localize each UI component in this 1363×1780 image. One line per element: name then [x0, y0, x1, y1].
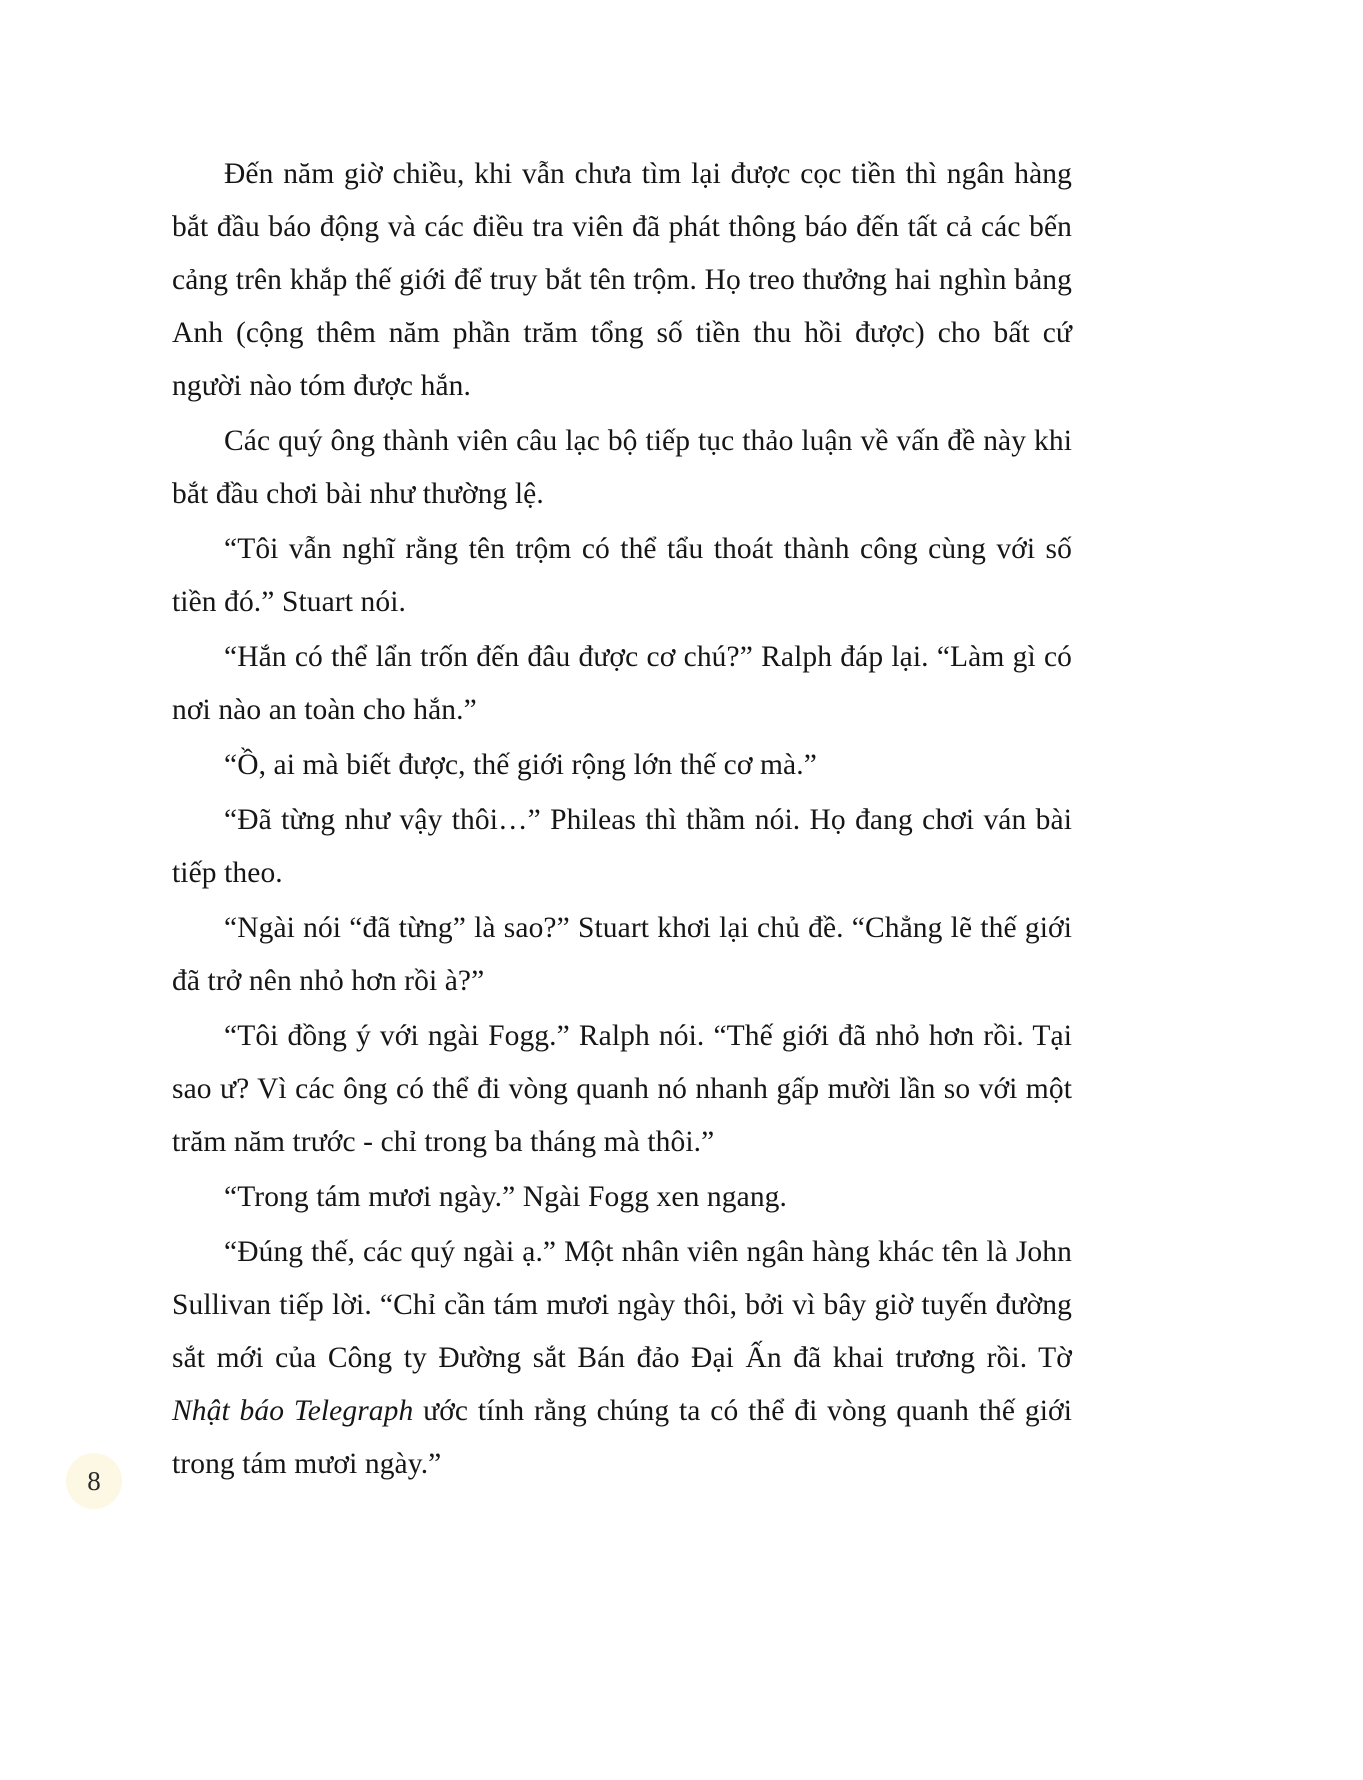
paragraph: Đến năm giờ chiều, khi vẫn chưa tìm lại được cọc tiền thì ngân hàng bắt đầu báo động và các điều tra viên đã phát thông báo đến tất cả các bến cảng trên khắp thế giới để truy bắt tên trộm. Họ treo thưởng hai nghìn bảng Anh (cộng thêm năm phần trăm tổng số tiền thu hồi được) cho bất cứ người nào tóm được hắn.: [172, 158, 1072, 402]
paragraph: “Ồ, ai mà biết được, thế giới rộng lớn thế cơ mà.”: [224, 749, 817, 781]
paragraph: “Tôi đồng ý với ngài Fogg.” Ralph nói. “Thế giới đã nhỏ hơn rồi. Tại sao ư? Vì các ông có thể đi vòng quanh nó nhanh gấp mười lần so với một trăm năm trước - chỉ trong ba tháng mà thôi.”: [172, 1020, 1072, 1158]
paragraph-text-after: ước tính rằng chúng ta có thể đi vòng quanh thế giới trong tám mươi ngày.”: [172, 1395, 1072, 1480]
page-number-badge: [66, 1453, 122, 1509]
paragraph-text-before: “Đúng thế, các quý ngài ạ.” Một nhân viên ngân hàng khác tên là John Sullivan tiếp lời. “Chỉ cần tám mươi ngày thôi, bởi vì bây giờ tuyến đường sắt mới của Công ty Đường sắt Bán đảo Đại Ấn đã khai trương rồi. Tờ: [172, 1236, 1072, 1374]
paragraph: “Tôi vẫn nghĩ rằng tên trộm có thể tẩu thoát thành công cùng với số tiền đó.” Stuart nói.: [172, 533, 1072, 618]
paragraph: “Trong tám mươi ngày.” Ngài Fogg xen ngang.: [224, 1181, 787, 1213]
paragraph-with-italic-title: [172, 1226, 1072, 1491]
paragraph: “Đã từng như vậy thôi…” Phileas thì thầm nói. Họ đang chơi ván bài tiếp theo.: [172, 804, 1072, 889]
newspaper-title: Nhật báo Telegraph: [172, 1395, 414, 1427]
page-body-text: [172, 148, 1072, 1493]
paragraph: “Ngài nói “đã từng” là sao?” Stuart khơi lại chủ đề. “Chẳng lẽ thế giới đã trở nên nhỏ hơn rồi à?”: [172, 912, 1072, 997]
paragraph: “Hắn có thể lẩn trốn đến đâu được cơ chú?” Ralph đáp lại. “Làm gì có nơi nào an toàn cho hắn.”: [172, 641, 1072, 726]
paragraph: Các quý ông thành viên câu lạc bộ tiếp tục thảo luận về vấn đề này khi bắt đầu chơi bài như thường lệ.: [172, 425, 1072, 510]
page-number: 8: [87, 1465, 101, 1496]
